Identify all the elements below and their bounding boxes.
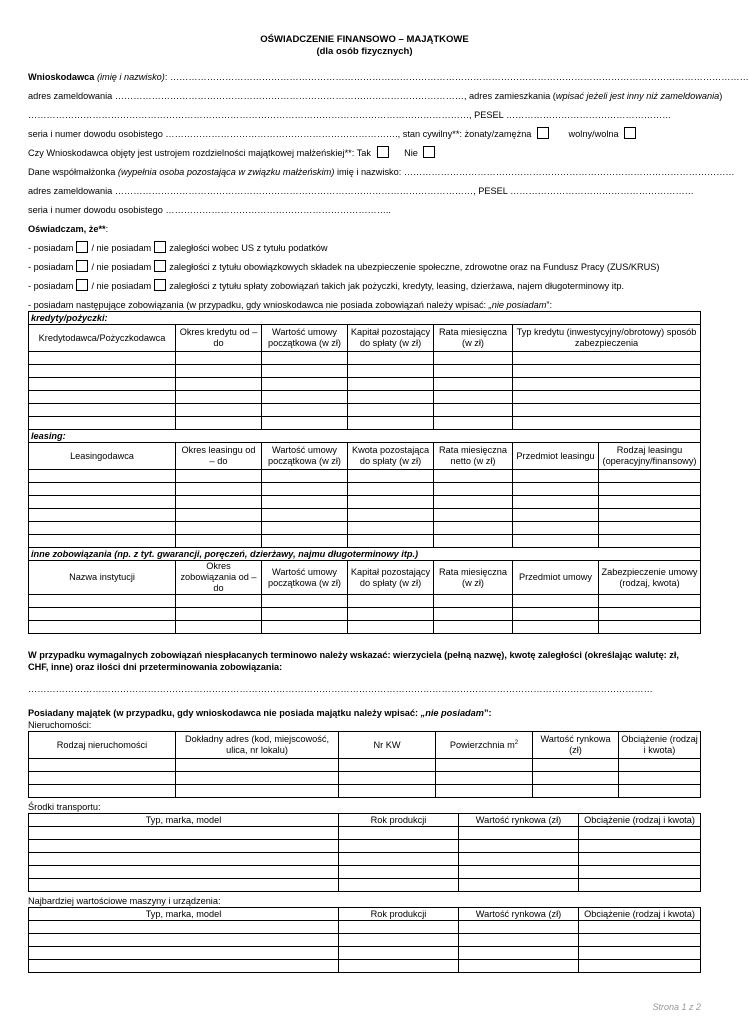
col-header: Wartość umowy początkowa (w zł) xyxy=(262,561,348,595)
has-not-checkbox[interactable] xyxy=(154,260,166,272)
table-row[interactable] xyxy=(29,509,701,522)
table-row[interactable] xyxy=(29,365,701,378)
table-row[interactable] xyxy=(29,827,701,840)
form-title: OŚWIADCZENIE FINANSOWO – MAJĄTKOWE xyxy=(260,34,469,45)
applicant-label: Wnioskodawca xyxy=(28,72,95,82)
table-row[interactable] xyxy=(29,535,701,548)
applicant-name-line[interactable] xyxy=(28,68,749,87)
address-close: ) xyxy=(719,91,723,101)
col-header: Wartość umowy początkowa (w zł) xyxy=(262,443,348,470)
col-header: Kredytodawca/Pożyczkodawca xyxy=(29,325,176,352)
col-header: Kwota pozostająca do spłaty (w zł) xyxy=(348,443,434,470)
col-header: Rata miesięczna (w zł) xyxy=(434,561,513,595)
has-not-label: / nie posiadam xyxy=(91,243,152,253)
col-header: Obciążenie (rodzaj i kwota) xyxy=(579,908,701,921)
col-header: Przedmiot umowy xyxy=(513,561,599,595)
table-row[interactable] xyxy=(29,785,701,798)
spouse-line[interactable] xyxy=(28,163,735,182)
has-not-label: / nie posiadam xyxy=(91,262,152,272)
has-not-label: / nie posiadam xyxy=(91,281,152,291)
yes-checkbox[interactable] xyxy=(377,146,389,158)
leasing-section-title: leasing: xyxy=(29,430,701,443)
col-header: Wartość rynkowa (zł) xyxy=(459,814,579,827)
table-row[interactable] xyxy=(29,391,701,404)
col-header: Kapitał pozostający do spłaty (w zł) xyxy=(348,561,434,595)
overdue-dots[interactable]: …………………………………………………………………………………………………………………………………………………………………………………… xyxy=(28,684,653,694)
col-header: Rok produkcji xyxy=(339,908,459,921)
has-checkbox[interactable] xyxy=(76,241,88,253)
obligations-text: - posiadam następujące zobowiązania (w przypadku, gdy wnioskodawca nie posiada zobowiązań należy wpisać: xyxy=(28,300,489,310)
declaration-item-loans xyxy=(28,277,701,296)
id-marital-line[interactable] xyxy=(28,125,701,144)
id-marital-text: seria i numer dowodu osobistego …………………………………………………………………., stan cywilny**: żonaty/zamężna xyxy=(28,129,532,139)
table-row[interactable] xyxy=(29,772,701,785)
table-row[interactable] xyxy=(29,483,701,496)
address-hint: wpisać jeżeli jest inny niż zameldowania xyxy=(555,91,720,101)
col-header: Rodzaj leasingu (operacyjny/finansowy) xyxy=(599,443,701,470)
spouse-id-line[interactable]: seria i numer dowodu osobistego ……………………………………………………………….. xyxy=(28,205,391,215)
pesel-line[interactable]: ………………………………………………………………………………………………………………………………, PESEL ……………………………………………… xyxy=(28,110,672,120)
table-row[interactable] xyxy=(29,470,701,483)
form-subtitle: (dla osób fizycznych) xyxy=(316,46,413,57)
declaration-item-zus xyxy=(28,258,701,277)
table-row[interactable] xyxy=(29,759,701,772)
table-row[interactable] xyxy=(29,840,701,853)
col-header: Typ, marka, model xyxy=(29,908,339,921)
table-row[interactable] xyxy=(29,378,701,391)
col-header xyxy=(436,732,533,759)
table-row[interactable] xyxy=(29,352,701,365)
col-header: Nazwa instytucji xyxy=(29,561,176,595)
obligations-close: ”: xyxy=(546,300,553,310)
credits-table xyxy=(28,311,701,430)
item-text: zaległości z tytułu obowiązkowych składek na ubezpieczenie społeczne, zdrowotne oraz na Fundusz Pracy (ZUS/KRUS) xyxy=(169,262,660,272)
applicant-dots: : ……………………………………………………………………………………………………………………………………………………………………… xyxy=(164,72,749,82)
machines-label: Najbardziej wartościowe maszyny i urządzenia: xyxy=(28,896,221,906)
area-header-text: Powierzchnia m xyxy=(449,740,515,751)
col-header: Okres leasingu od – do xyxy=(176,443,262,470)
separation-text: Czy Wnioskodawca objęty jest ustrojem rozdzielności majątkowej małżeńskiej**: Tak xyxy=(28,148,371,158)
table-row[interactable] xyxy=(29,947,701,960)
col-header: Dokładny adres (kod, miejscowość, ulica, nr lokalu) xyxy=(176,732,339,759)
spouse-name-dots: imię i nazwisko: ……………………………………………………………………………………………… xyxy=(334,167,735,177)
col-header: Leasingodawca xyxy=(29,443,176,470)
col-header: Obciążenie (rodzaj i kwota) xyxy=(619,732,701,759)
col-header: Rodzaj nieruchomości xyxy=(29,732,176,759)
has-not-checkbox[interactable] xyxy=(154,241,166,253)
table-row[interactable] xyxy=(29,960,701,973)
transport-label: Środki transportu: xyxy=(28,802,101,812)
table-row[interactable] xyxy=(29,417,701,430)
declaration-colon: : xyxy=(105,224,109,234)
col-header: Okres kredytu od – do xyxy=(176,325,262,352)
separation-line[interactable] xyxy=(28,144,701,163)
table-row[interactable] xyxy=(29,879,701,892)
applicant-hint: (imię i nazwisko) xyxy=(96,72,165,82)
assets-hint: „nie posiadam xyxy=(420,708,484,718)
col-header: Zabezpieczenie umowy (rodzaj, kwota) xyxy=(599,561,701,595)
credits-section-title: kredyty/pożyczki: xyxy=(29,312,701,325)
col-header: Okres zobowiązania od – do xyxy=(176,561,262,595)
page-number: Strona 1 z 2 xyxy=(652,1002,701,1012)
table-row[interactable] xyxy=(29,866,701,879)
obligations-hint: „nie posiadam xyxy=(488,300,547,310)
other-section-title: inne zobowiązania (np. z tyt. gwarancji, poręczeń, dzierżawy, najmu długoterminowy itp.) xyxy=(29,548,701,561)
item-text: zaległości wobec US z tytułu podatków xyxy=(169,243,328,253)
col-header: Obciążenie (rodzaj i kwota) xyxy=(579,814,701,827)
has-label: - posiadam xyxy=(28,243,74,253)
col-header: Wartość umowy początkowa (w zł) xyxy=(262,325,348,352)
has-checkbox[interactable] xyxy=(76,260,88,272)
col-header: Wartość rynkowa (zł) xyxy=(533,732,619,759)
area-sup: 2 xyxy=(514,740,519,747)
address-line[interactable] xyxy=(28,87,723,106)
declaration-item-tax xyxy=(28,239,701,258)
table-row[interactable] xyxy=(29,853,701,866)
col-header: Przedmiot leasingu xyxy=(513,443,599,470)
transport-table xyxy=(28,813,701,892)
real-estate-label: Nieruchomości: xyxy=(28,720,92,730)
spouse-text: Dane współmałżonka xyxy=(28,167,118,177)
other-obligations-table xyxy=(28,547,701,634)
table-row[interactable] xyxy=(29,522,701,535)
real-estate-table xyxy=(28,731,701,798)
table-row[interactable] xyxy=(29,921,701,934)
table-row[interactable] xyxy=(29,934,701,947)
no-checkbox[interactable] xyxy=(423,146,435,158)
table-row[interactable] xyxy=(29,595,701,608)
item-text: zaległości z tytułu spłaty zobowiązań takich jak pożyczki, kredyty, leasing, dzierżawa, najem długoterminowy itp. xyxy=(169,281,625,291)
address-text: adres zameldowania ……………………………………………………………………………………………………, adres zamieszkania ( xyxy=(28,91,556,101)
overdue-instructions: W przypadku wymagalnych zobowiązań niespłacanych terminowo należy wskazać: wierzyciela (pełną nazwę), kwotę zaległości (określając walutę: zł, CHF, inne) oraz ilości dni przeterminowania zobowiązania: xyxy=(28,650,679,672)
assets-title: Posiadany majątek (w przypadku, gdy wnioskodawca nie posiada majątku należy wpisać: xyxy=(28,708,421,718)
assets-close: ”: xyxy=(483,708,492,718)
has-label: - posiadam xyxy=(28,262,74,272)
table-row[interactable] xyxy=(29,496,701,509)
col-header: Rata miesięczna (w zł) xyxy=(434,325,513,352)
col-header: Wartość rynkowa (zł) xyxy=(459,908,579,921)
single-label: wolny/wolna xyxy=(568,129,619,139)
machines-table xyxy=(28,907,701,973)
has-label: - posiadam xyxy=(28,281,74,291)
table-row[interactable] xyxy=(29,608,701,621)
col-header: Rok produkcji xyxy=(339,814,459,827)
form-page xyxy=(28,34,749,973)
no-label: Nie xyxy=(404,148,418,158)
col-header: Nr KW xyxy=(339,732,436,759)
spouse-address-line[interactable]: adres zameldowania ………………………………………………………………………………………………………, PESEL …………………………………………………… xyxy=(28,186,694,196)
spouse-hint: (wypełnia osoba pozostająca w związku małżeńskim) xyxy=(117,167,335,177)
col-header: Rata miesięczna netto (w zł) xyxy=(434,443,513,470)
has-not-checkbox[interactable] xyxy=(154,279,166,291)
col-header: Typ kredytu (inwestycyjny/obrotowy) sposób zabezpieczenia xyxy=(513,325,701,352)
married-checkbox[interactable] xyxy=(537,127,549,139)
single-checkbox[interactable] xyxy=(624,127,636,139)
declaration-label: Oświadczam, że** xyxy=(28,224,106,234)
assets-heading xyxy=(28,707,701,719)
obligations-intro xyxy=(28,299,701,311)
col-header: Kapitał pozostający do spłaty (w zł) xyxy=(348,325,434,352)
col-header: Typ, marka, model xyxy=(29,814,339,827)
table-row[interactable] xyxy=(29,404,701,417)
leasing-table xyxy=(28,429,701,548)
table-row[interactable] xyxy=(29,621,701,634)
declaration-heading xyxy=(28,220,701,239)
has-checkbox[interactable] xyxy=(76,279,88,291)
